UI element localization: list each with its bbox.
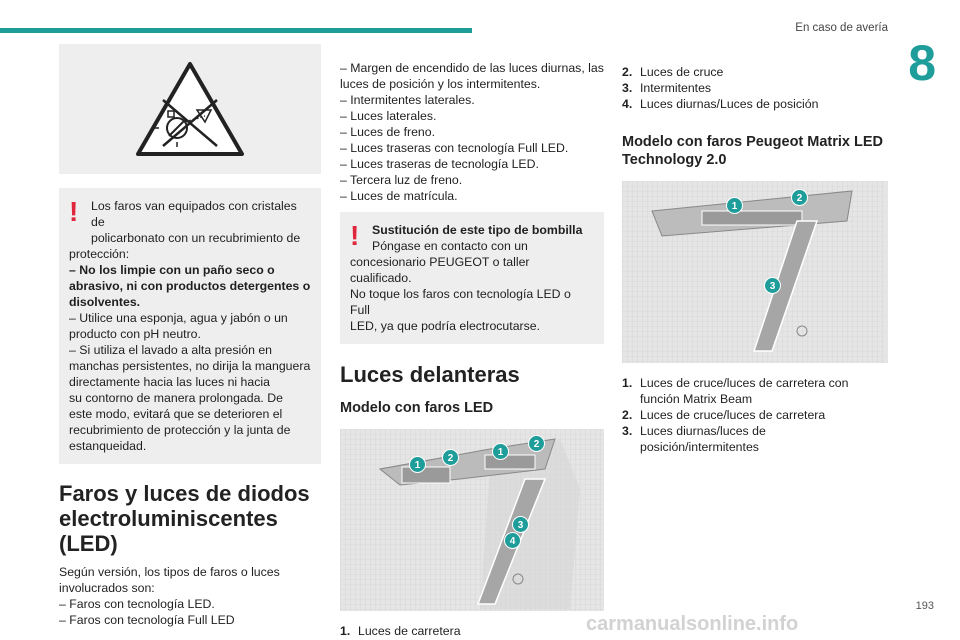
- warning-line: su contorno de manera prolongada. De: [69, 391, 283, 405]
- top-accent-bar: [0, 28, 472, 33]
- warning-line: protección:: [69, 247, 130, 261]
- list-item: – Luces traseras con tecnología Full LED.: [340, 141, 569, 155]
- intro-line: – Faros con tecnología LED.: [59, 597, 215, 611]
- callout-badge: 2: [442, 449, 459, 466]
- no-dry-cloth-warning-icon: [59, 44, 321, 174]
- warning-line: concesionario PEUGEOT o taller cualificado.: [350, 255, 530, 285]
- watermark: carmanualsonline.info: [586, 613, 799, 635]
- legend-number: 4.: [622, 97, 633, 111]
- heading-line: electroluminiscentes (LED): [59, 506, 278, 556]
- legend-number: 1.: [622, 376, 633, 390]
- legend-item: [622, 375, 888, 407]
- legend-text: Intermitentes: [640, 81, 712, 95]
- list-item: – Margen de encendido de las luces diurnas, las: [340, 61, 604, 75]
- list-item: – Luces traseras de tecnología LED.: [340, 157, 539, 171]
- legend-text: Luces diurnas/Luces de posición: [640, 97, 819, 111]
- headlight-illustration: [340, 429, 604, 611]
- warning-line: directamente hacia las luces ni hacia: [69, 375, 270, 389]
- section-heading: [59, 481, 321, 556]
- list-item: – Luces de freno.: [340, 125, 436, 139]
- legend-item: [340, 623, 604, 639]
- legend-number: 2.: [622, 65, 633, 79]
- warning-line: manchas persistentes, no dirija la manguera: [69, 359, 311, 373]
- heading-line: Faros y luces de diodos: [59, 481, 310, 506]
- subheading-line: Technology 2.0: [622, 152, 727, 168]
- legend-number: 2.: [622, 408, 633, 422]
- subheading-line: Modelo con faros Peugeot Matrix LED: [622, 134, 884, 150]
- matrix-led-headlight-photo: [622, 181, 888, 363]
- legend-list-top: [622, 64, 888, 112]
- callout-badge: 1: [492, 443, 509, 460]
- callout-badge: 2: [528, 435, 545, 452]
- warning-title: Sustitución de este tipo de bombilla: [372, 223, 583, 237]
- legend-list: [622, 375, 888, 455]
- warning-line: Los faros van equipados con cristales de: [91, 199, 297, 229]
- warning-figure: [59, 44, 321, 174]
- warning-line: Póngase en contacto con un: [372, 239, 528, 253]
- legend-list: [340, 623, 604, 639]
- subheading: Modelo con faros LED: [340, 400, 494, 416]
- warning-line: abrasivo, ni con productos detergentes o: [69, 279, 311, 293]
- legend-item: [622, 407, 888, 423]
- warning-line: LED, ya que podría electrocutarse.: [350, 319, 541, 333]
- warning-line: producto con pH neutro.: [69, 327, 201, 341]
- chapter-number: 8: [908, 35, 936, 91]
- callout-badge: 1: [726, 197, 743, 214]
- column-2: [340, 60, 604, 639]
- warning-line: disolventes.: [69, 295, 141, 309]
- legend-item: [622, 423, 888, 455]
- callout-badge: 4: [504, 532, 521, 549]
- cleaning-warning-box: [59, 188, 321, 464]
- legend-item: [622, 96, 888, 112]
- page-number: 193: [915, 600, 934, 612]
- running-header: En caso de avería: [795, 22, 888, 34]
- legend-text: Luces de cruce: [640, 65, 724, 79]
- legend-text-line: Luces de cruce/luces de carretera con: [640, 376, 849, 390]
- list-item: – Luces laterales.: [340, 109, 437, 123]
- section-heading: Luces delanteras: [340, 362, 520, 387]
- legend-item: [622, 64, 888, 80]
- warning-line: policarbonato con un recubrimiento de: [91, 231, 301, 245]
- list-item: – Intermitentes laterales.: [340, 93, 475, 107]
- warning-line: – No los limpie con un paño seco o: [69, 263, 275, 277]
- intro-line: Según versión, los tipos de faros o luces: [59, 565, 280, 579]
- callout-badge: 3: [512, 516, 529, 533]
- intro-text: [59, 564, 321, 628]
- led-headlight-photo: [340, 429, 604, 611]
- callout-badge: 2: [791, 189, 808, 206]
- column-3: [622, 64, 888, 455]
- light-types-list: [340, 60, 604, 204]
- legend-text-line: función Matrix Beam: [640, 392, 753, 406]
- warning-line: – Utilice una esponja, agua y jabón o un: [69, 311, 288, 325]
- legend-text: Luces de carretera: [358, 624, 461, 638]
- legend-number: 3.: [622, 424, 633, 438]
- column-1: [59, 44, 321, 628]
- callout-badge: 3: [764, 277, 781, 294]
- warning-line: estanqueidad.: [69, 439, 147, 453]
- legend-number: 1.: [340, 624, 351, 638]
- warning-exclamation-icon: !: [350, 220, 360, 251]
- warning-line: No toque los faros con tecnología LED o Full: [350, 287, 571, 317]
- warning-exclamation-icon: !: [69, 196, 79, 227]
- intro-line: involucrados son:: [59, 581, 155, 595]
- legend-text: Luces diurnas/luces de posición/intermitentes: [640, 424, 766, 454]
- headlight-illustration: [622, 181, 884, 363]
- subheading: [622, 133, 888, 169]
- list-item: luces de posición y los intermitentes.: [340, 77, 541, 91]
- list-item: – Tercera luz de freno.: [340, 173, 463, 187]
- legend-text: Luces de cruce/luces de carretera: [640, 408, 826, 422]
- intro-line: – Faros con tecnología Full LED: [59, 613, 235, 627]
- warning-line: este modo, evitará que se deterioren el: [69, 407, 283, 421]
- bulb-warning-box: [340, 212, 604, 344]
- legend-number: 3.: [622, 81, 633, 95]
- list-item: – Luces de matrícula.: [340, 189, 458, 203]
- legend-item: [622, 80, 888, 96]
- warning-line: – Si utiliza el lavado a alta presión en: [69, 343, 273, 357]
- warning-line: recubrimiento de protección y la junta de: [69, 423, 291, 437]
- callout-badge: 1: [409, 456, 426, 473]
- legend-text: [640, 375, 848, 407]
